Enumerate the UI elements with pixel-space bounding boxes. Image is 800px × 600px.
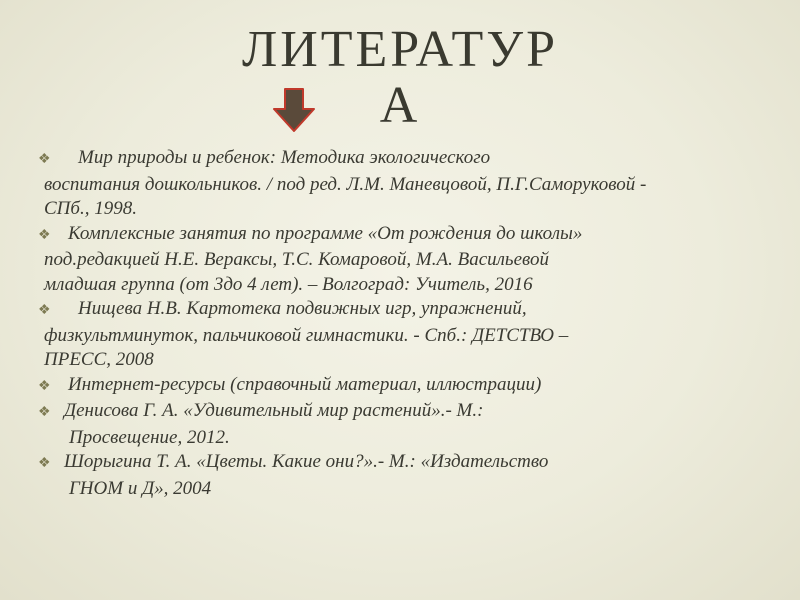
diamond-bullet-icon: ❖ xyxy=(38,227,51,243)
reference-item xyxy=(38,373,778,400)
reference-line: ПРЕСС, 2008 xyxy=(44,349,154,370)
reference-line: воспитания дошкольников. / под ред. Л.М. Маневцовой, П.Г.Саморуковой - xyxy=(44,173,647,195)
diamond-bullet-icon: ❖ xyxy=(38,378,51,394)
diamond-bullet-icon: ❖ xyxy=(38,405,51,420)
diamond-bullet-icon: ❖ xyxy=(38,456,51,471)
reference-item xyxy=(38,222,778,298)
reference-line: под.редакцией Н.Е. Вераксы, Т.С. Комаровой, М.А. Васильевой xyxy=(44,249,550,270)
reference-line: Шорыгина Т. А. «Цветы. Какие они?».- М.: «Издательство xyxy=(64,451,549,472)
reference-line: Просвещение, 2012. xyxy=(69,426,230,448)
reference-line: Интернет-ресурсы (справочный материал, иллюстрации) xyxy=(68,373,542,395)
reference-line: СПб., 1998. xyxy=(44,198,137,219)
reference-line: Мир природы и ребенок: Методика экологического xyxy=(78,147,491,168)
reference-item xyxy=(38,450,778,501)
slide-title-line-2: А xyxy=(379,77,421,134)
reference-line: младшая группа (от 3до 4 лет). – Волгоград: Учитель, 2016 xyxy=(44,273,533,295)
reference-line: ГНОМ и Д», 2004 xyxy=(69,477,212,499)
reference-item xyxy=(38,297,778,373)
diamond-bullet-icon: ❖ xyxy=(38,303,51,318)
diamond-bullet-icon: ❖ xyxy=(38,152,51,167)
down-arrow-icon xyxy=(272,87,316,133)
reference-line: физкультминуток, пальчиковой гимнастики. - Спб.: ДЕТСТВО – xyxy=(44,324,569,346)
reference-line: Денисова Г. А. «Удивительный мир растений».- М.: xyxy=(64,400,484,421)
reference-line: Нищева Н.В. Картотека подвижных игр, упражнений, xyxy=(78,298,527,319)
reference-line: Комплексные занятия по программе «От рождения до школы» xyxy=(68,222,583,244)
reference-item xyxy=(38,399,778,450)
slide-title-line-1: ЛИТЕРАТУР xyxy=(241,21,559,78)
reference-item xyxy=(38,146,778,222)
reference-list xyxy=(38,146,778,501)
